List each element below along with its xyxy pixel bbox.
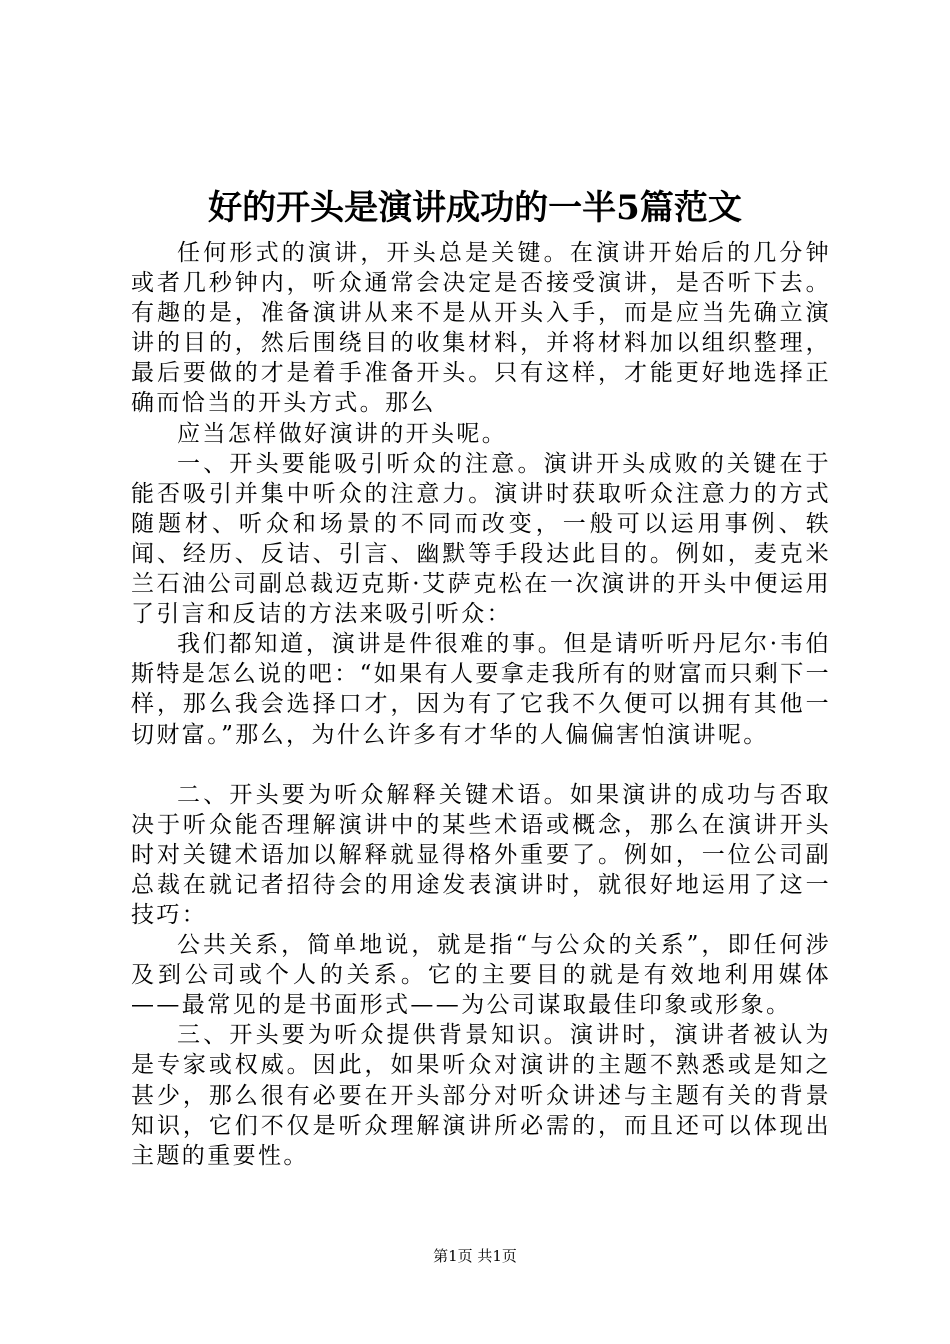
paragraph-point-two: 二、开头要为听众解释关键术语。如果演讲的成功与否取决于听众能否理解演讲中的某些术语或概念，那么在演讲开头时对关键术语加以解释就显得格外重要了。例如，一位公司副总裁在就记者招待会的用途发表演讲时，就很好地运用了这一技巧：: [131, 781, 831, 928]
paragraph-intro: 任何形式的演讲，开头总是关键。在演讲开始后的几分钟或者几秒钟内，听众通常会决定是否接受演讲，是否听下去。有趣的是，准备演讲从来不是从开头入手，而是应当先确立演讲的目的，然后围绕目的收集材料，并将材料加以组织整理，最后要做的才是着手准备开头。只有这样，才能更好地选择正确而恰当的开头方式。那么: [131, 240, 831, 417]
paragraph-quote-one: 我们都知道，演讲是件很难的事。但是请听听丹尼尔·韦伯斯特是怎么说的吧：“如果有人要拿走我所有的财富而只剩下一样，那么我会选择口才，因为有了它我不久便可以拥有其他一切财富。”那么，为什么许多有才华的人偏偏害怕演讲呢。: [131, 631, 831, 748]
paragraph-question: 应当怎样做好演讲的开头呢。: [177, 420, 508, 447]
document-body: [131, 238, 831, 1171]
paragraph-point-one: 一、开头要能吸引听众的注意。演讲开头成败的关键在于能否吸引并集中听众的注意力。演讲时获取听众注意力的方式随题材、听众和场景的不同而改变，一般可以运用事例、轶闻、经历、反诘、引言、幽默等手段达此目的。例如，麦克米兰石油公司副总裁迈克斯·艾萨克松在一次演讲的开头中便运用了引言和反诘的方法来吸引听众：: [131, 450, 831, 628]
page-footer: 第1页 共1页: [433, 1247, 517, 1265]
paragraph-spacer: [131, 750, 831, 780]
paragraph-point-three: 三、开头要为听众提供背景知识。演讲时，演讲者被认为是专家或权威。因此，如果听众对演讲的主题不熟悉或是知之甚少，那么很有必要在开头部分对听众讲述与主题有关的背景知识，它们不仅是听众理解演讲所必需的，而且还可以体现出主题的重要性。: [131, 1022, 831, 1169]
document-title: 好的开头是演讲成功的一半5篇范文: [208, 188, 742, 228]
paragraph-quote-two: 公共关系，简单地说，就是指“与公众的关系”，即任何涉及到公司或个人的关系。它的主要目的就是有效地利用媒体——最常见的是书面形式——为公司谋取最佳印象或形象。: [131, 932, 831, 1019]
